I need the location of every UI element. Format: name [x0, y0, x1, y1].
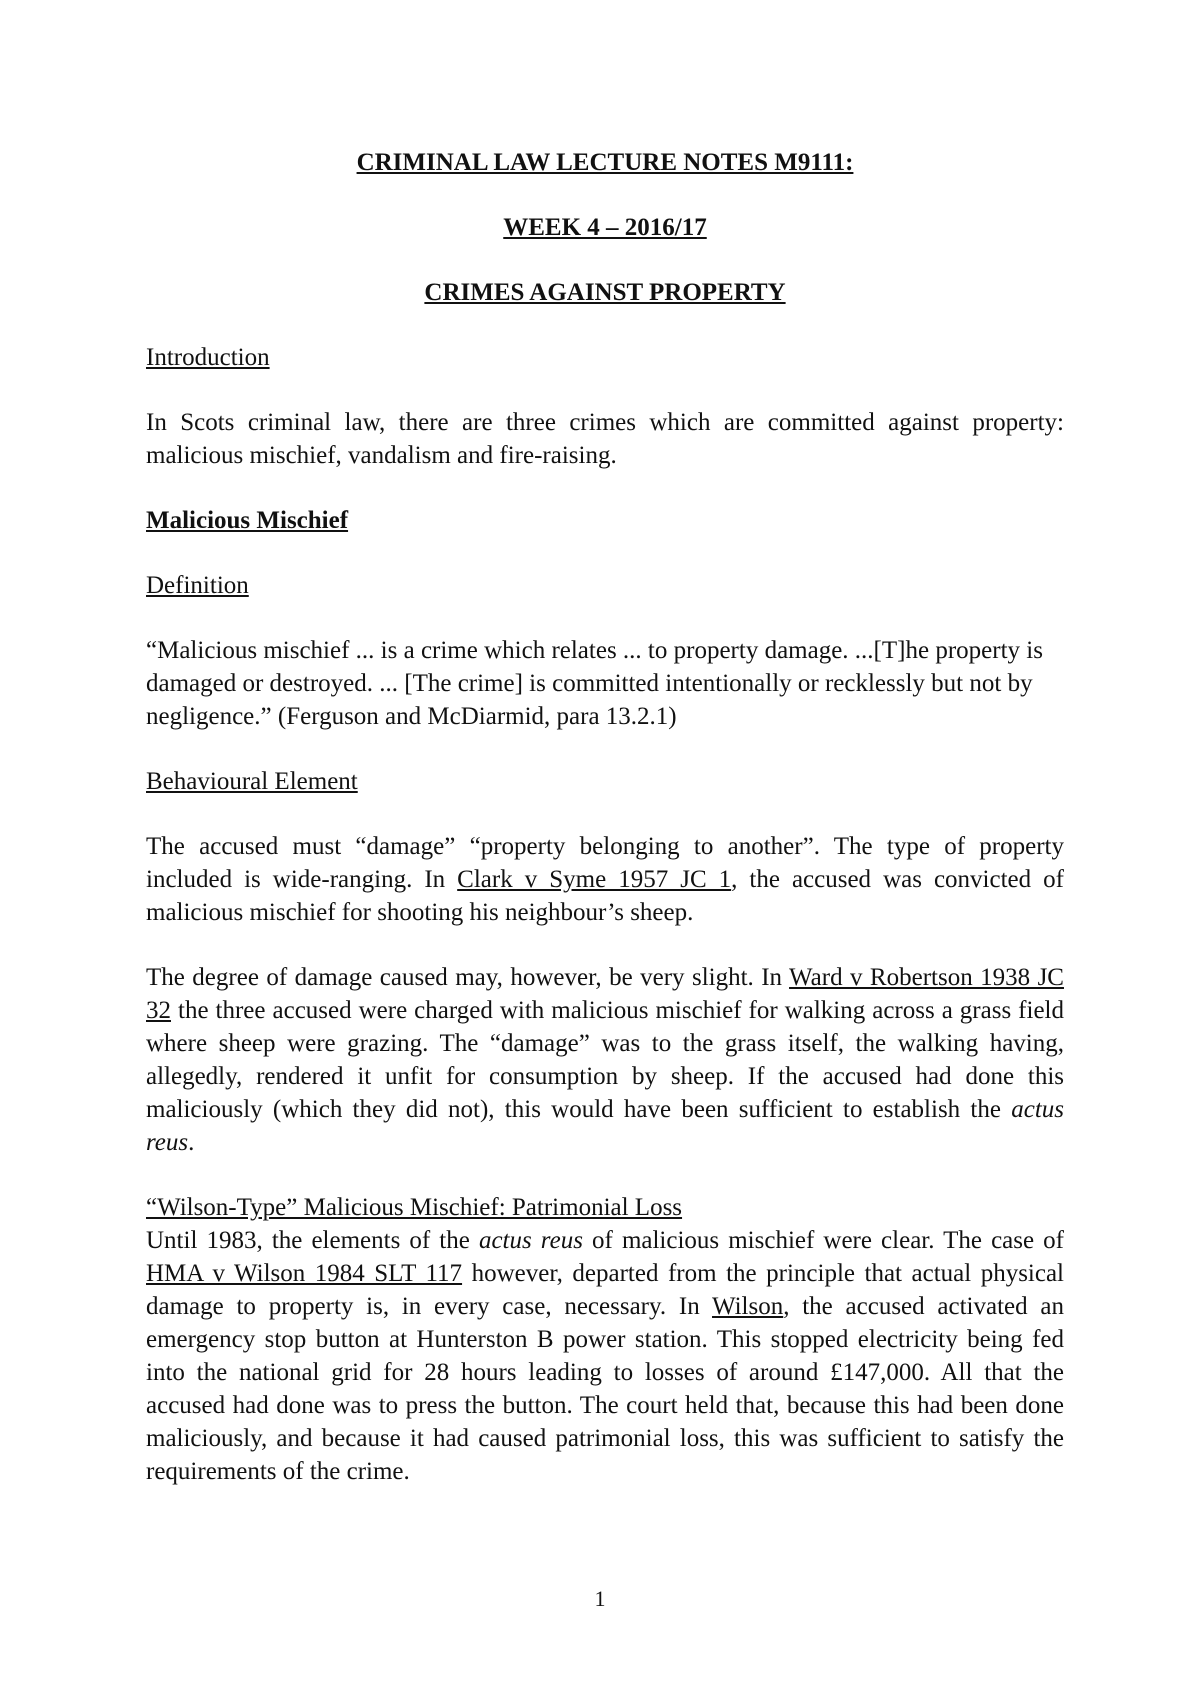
text-run: , the accused activated an emergency stop button at Hunterston B power station. This stopped electricity being fed into the national grid for 28 hours leading to losses of around £147,000. All that the accused had done was to press the button. The court held that, because this had been done maliciously, and because it had caused patrimonial loss, this was sufficient to satisfy the requirements of the crime.	[146, 1293, 1064, 1485]
wilson-paragraph	[146, 1224, 1064, 1488]
text-run: Until 1983, the elements of the	[146, 1227, 479, 1254]
document-title-line-2: WEEK 4 – 2016/17	[503, 214, 707, 241]
document-title-line-3: CRIMES AGAINST PROPERTY	[424, 279, 786, 306]
text-run: of malicious mischief were clear. The case of	[582, 1227, 1065, 1254]
document-title-line-1: CRIMINAL LAW LECTURE NOTES M9111:	[356, 149, 854, 176]
wilson-type-heading: “Wilson-Type” Malicious Mischief: Patrimonial Loss	[146, 1194, 683, 1221]
introduction-heading: Introduction	[146, 344, 270, 371]
behavioural-element-heading: Behavioural Element	[146, 768, 358, 795]
introduction-paragraph: In Scots criminal law, there are three crimes which are committed against property: malicious mischief, vandalism and fire-raising.	[146, 409, 1064, 469]
malicious-mischief-heading: Malicious Mischief	[146, 507, 349, 534]
text-run: the three accused were charged with malicious mischief for walking across a grass field where sheep were grazing. The “damage” was to the grass itself, the walking having, allegedly, rendered it unfit for consumption by sheep. If the accused had done this maliciously (which they did not), this would have been sufficient to establish the	[146, 997, 1064, 1123]
behavioural-paragraph-1	[146, 830, 1064, 929]
latin-term: actus reus	[146, 1096, 1064, 1156]
document-page	[146, 146, 1064, 1520]
text-run: The degree of damage caused may, however, be very slight. In	[146, 964, 790, 991]
case-citation-ward-v-robertson: Ward v Robertson 1938 JC 32	[146, 964, 1064, 1024]
text-run: The accused must “damage” “property belonging to another”. The type of property included is wide-ranging. In	[146, 833, 1064, 893]
definition-quote: “Malicious mischief ... is a crime which relates ... to property damage. ...[T]he property is damaged or destroyed. ... [The crime] is committed intentionally or recklessly but not by negligence.” (Ferguson and McDiarmid, para 13.2.1)	[146, 637, 1043, 730]
latin-term: actus reus	[478, 1227, 583, 1254]
case-citation-clark-v-syme: Clark v Syme 1957 JC 1	[457, 866, 732, 893]
definition-heading: Definition	[146, 572, 249, 599]
text-run: .	[188, 1129, 195, 1156]
text-run: , the accused was convicted of malicious mischief for shooting his neighbour’s sheep.	[146, 866, 1064, 926]
text-run: however, departed from the principle that actual physical damage to property is, in every case, necessary. In	[146, 1260, 1065, 1320]
case-citation-hma-v-wilson: HMA v Wilson 1984 SLT 117	[146, 1260, 463, 1287]
behavioural-paragraph-2	[146, 961, 1064, 1159]
page-number: 1	[594, 1586, 606, 1611]
case-citation-wilson: Wilson	[712, 1293, 784, 1320]
